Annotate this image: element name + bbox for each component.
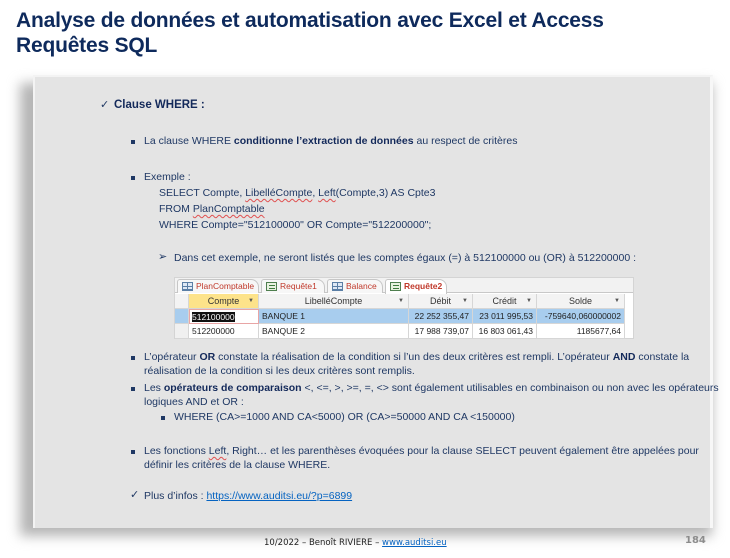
bold-text: OR (199, 351, 216, 363)
table-row[interactable] (175, 324, 633, 339)
bullet-comparison-line2: logiques AND et OR : (144, 396, 244, 408)
dropdown-arrow-icon[interactable]: ▼ (398, 298, 404, 304)
more-info-label: Plus d’infos : (144, 490, 207, 502)
footer (264, 538, 447, 548)
tab-plancomptable[interactable] (177, 279, 259, 293)
text: SELECT Compte, (159, 187, 246, 199)
sql-where-example: WHERE (CA>=1000 AND CA<5000) OR (CA>=50000 AND CA <150000) (174, 411, 515, 423)
example-note: Dans cet exemple, ne seront listés que les comptes égaux (=) à 512100000 ou (OR) à 512200000 : (174, 252, 636, 264)
bold-text: conditionne l’extraction de données (233, 135, 414, 147)
bullet-functions-line2: définir les critères de la clause WHERE. (144, 459, 331, 471)
sql-line-where: WHERE Compte="512100000" OR Compte="512200000"; (159, 219, 432, 231)
text: au respect de critères (413, 135, 518, 147)
column-label: Débit (429, 296, 451, 306)
text: <, <=, >, >=, =, <> sont également utilisables en combinaison ou non avec les opérateurs (301, 382, 719, 394)
column-label: Compte (207, 296, 240, 306)
column-label: LibelléCompte (304, 296, 363, 306)
cell-compte[interactable] (189, 309, 259, 324)
bullet-square-icon (131, 176, 135, 180)
text: L’opérateur (144, 351, 200, 363)
bullet-comparison-line1 (144, 381, 719, 395)
text: Les (144, 382, 164, 394)
text: La clause WHERE (144, 135, 234, 147)
slide-title (16, 8, 716, 58)
text: (Compte,3) AS Cpte3 (335, 187, 436, 199)
dropdown-arrow-icon[interactable]: ▼ (248, 298, 254, 304)
text: , Right… et les parenthèses évoquées pour la clause SELECT peuvent également être appelées pour (226, 445, 699, 457)
tab-label: Requête1 (280, 281, 317, 291)
column-label: Crédit (492, 296, 517, 306)
cell-solde[interactable]: -759640,060000002 (537, 309, 625, 324)
query-icon (266, 282, 277, 291)
example-label: Exemple : (144, 171, 191, 183)
checkmark-icon: ✓ (100, 99, 110, 111)
dropdown-arrow-icon[interactable]: ▼ (614, 298, 620, 304)
tab-requete2[interactable] (385, 279, 447, 294)
bullet-square-icon (161, 416, 165, 420)
tab-balance[interactable] (327, 279, 383, 293)
bullet-or-and-line2: réalisation de la condition si les deux critères sont remplis. (144, 365, 415, 377)
bullet-square-icon (131, 356, 135, 360)
checkmark-icon: ✓ (130, 489, 140, 501)
page-number: 184 (685, 535, 706, 546)
bullet-where-definition (144, 134, 517, 148)
cell-libelle[interactable]: BANQUE 1 (259, 309, 409, 324)
cell-debit[interactable]: 17 988 739,07 (409, 324, 473, 339)
text: constate la (635, 351, 690, 363)
bold-text: opérateurs de comparaison (163, 382, 302, 394)
bullet-square-icon (131, 387, 135, 391)
tab-label: Balance (346, 281, 377, 291)
spellcheck-text: PlanComptable (192, 203, 265, 215)
cell-solde[interactable]: 1185677,64 (537, 324, 625, 339)
column-header-compte[interactable] (189, 294, 259, 309)
table-icon (182, 282, 193, 291)
spellcheck-text: Left (318, 187, 336, 199)
document-tabs (175, 278, 633, 293)
footer-text: 10/2022 – Benoît RIVIERE – (264, 538, 383, 548)
section-heading: Clause WHERE : (114, 99, 205, 111)
bullet-functions-line1 (144, 444, 699, 458)
cell-credit[interactable]: 23 011 995,53 (473, 309, 537, 324)
cell-debit[interactable]: 22 252 355,47 (409, 309, 473, 324)
tab-label: Requête2 (404, 281, 443, 291)
select-all-corner[interactable] (175, 294, 189, 309)
slide-title-line1: Analyse de données et automatisation avec Excel et Access (16, 9, 604, 32)
text: Les fonctions (144, 445, 209, 457)
sql-line-from (159, 202, 265, 216)
spellcheck-text: Left (208, 445, 227, 457)
row-selector[interactable] (175, 309, 189, 324)
bullet-or-and-line1 (144, 350, 689, 364)
bold-text: AND (612, 351, 636, 363)
tab-requete1[interactable] (261, 279, 325, 293)
cell-value: 512100000 (192, 312, 235, 322)
column-header-debit[interactable] (409, 294, 473, 309)
footer-link[interactable]: www.auditsi.eu (382, 538, 447, 548)
query-icon (390, 282, 401, 291)
column-header-credit[interactable] (473, 294, 537, 309)
arrow-bullet-icon: ➢ (158, 251, 168, 263)
dropdown-arrow-icon[interactable]: ▼ (526, 298, 532, 304)
slide-title-line2: Requêtes SQL (16, 34, 158, 57)
spellcheck-text: LibelléCompte (245, 187, 313, 199)
cell-credit[interactable]: 16 803 061,43 (473, 324, 537, 339)
table-row[interactable] (175, 309, 633, 324)
bullet-square-icon (131, 140, 135, 144)
text: FROM (159, 203, 193, 215)
header-row (175, 294, 633, 309)
bullet-square-icon (131, 450, 135, 454)
sql-line-select (159, 186, 435, 200)
text: , (312, 187, 319, 199)
column-header-libellecompte[interactable] (259, 294, 409, 309)
column-label: Solde (568, 296, 593, 306)
more-info (144, 489, 352, 503)
tab-label: PlanComptable (196, 281, 255, 291)
table-icon (332, 282, 343, 291)
cell-libelle[interactable]: BANQUE 2 (259, 324, 409, 339)
cell-compte[interactable]: 512200000 (189, 324, 259, 339)
more-info-link[interactable]: https://www.auditsi.eu/?p=6899 (206, 490, 353, 502)
dropdown-arrow-icon[interactable]: ▼ (462, 298, 468, 304)
access-datasheet (174, 277, 634, 339)
column-header-solde[interactable] (537, 294, 625, 309)
row-selector[interactable] (175, 324, 189, 339)
text: constate la réalisation de la condition si l’un des deux critères est rempli. L’opérateur (215, 351, 613, 363)
